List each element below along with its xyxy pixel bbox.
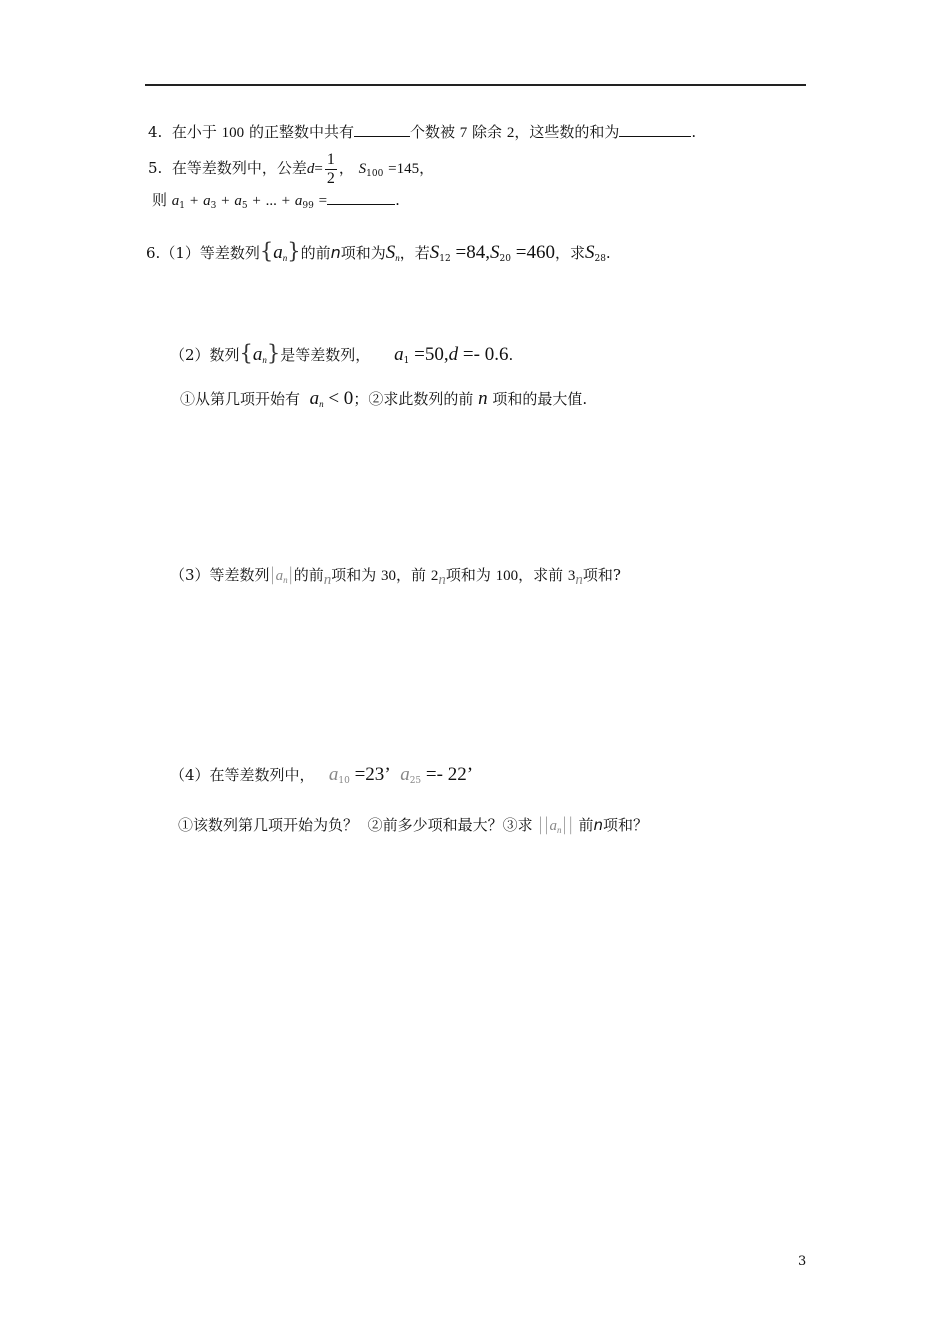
answer-blank[interactable] xyxy=(327,190,395,205)
fraction: $\frac{1}{2}$ xyxy=(326,150,335,187)
question-number: 5. xyxy=(148,159,163,177)
question-5: 5. 在等差数列中，公差d= $\frac{1}{2}$ ， $S_{100} =145$， xyxy=(148,150,435,187)
question-4: 4. 在小于 100 的正整数中共有 个数被 7 除余 2，这些数的和为 . xyxy=(148,123,697,141)
question-6-part-4-tasks: ①该数列第几项开始为负？ ②前多少项和最大？③求 $||a_n||$ 前n项和？ xyxy=(178,814,648,835)
page-number: 3 xyxy=(798,1254,807,1269)
question-6-part-4: （4）在等差数列中， $a_{10} =23$’ $a_{25} =- 22$’ xyxy=(170,764,474,786)
question-6-part-1: 6.（1）等差数列$\{a_n\}$的前n项和为$S_n$，若$S_{12} =84,S_{20} =460$，求$S_{28}$. xyxy=(146,239,611,264)
question-6-part-3: （3）等差数列$|a_n|$的前n项和为 30，前 2n项和为 100，求前 3n项和? xyxy=(170,564,621,588)
answer-blank[interactable] xyxy=(619,122,691,137)
question-number: 6. xyxy=(146,244,161,262)
question-number: 4. xyxy=(148,123,163,141)
header-rule xyxy=(145,84,806,86)
question-5-line-2: 则 $a_1 + a_3 + a_5$ + ... + $a_{99}$ = . xyxy=(152,191,400,211)
question-6-part-2-tasks: ①从第几项开始有 $a_n < 0$；②求此数列的前 n 项和的最大值. xyxy=(180,388,588,409)
question-6-part-2: （2）数列$\{a_n\}$是等差数列， $a_1 =50,d =- 0.6$. xyxy=(170,341,514,366)
answer-blank[interactable] xyxy=(354,122,410,137)
